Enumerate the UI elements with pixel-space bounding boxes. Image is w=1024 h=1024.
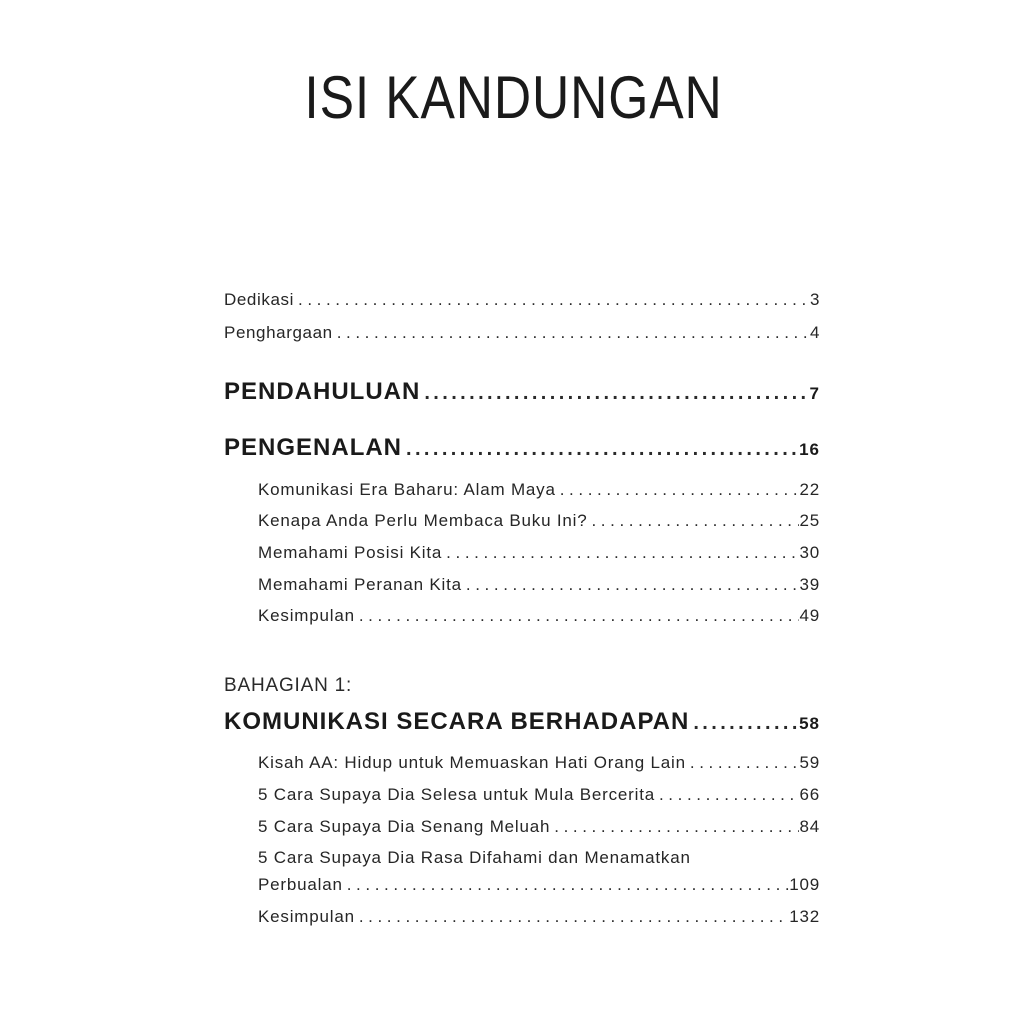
dot-leader <box>420 378 809 408</box>
toc-chapter-komunikasi[interactable] <box>224 707 820 739</box>
toc-page-number: 3 <box>809 290 820 309</box>
toc-subentry[interactable] <box>258 906 820 928</box>
dot-leader <box>462 574 800 596</box>
toc-page-number: 4 <box>809 323 820 342</box>
toc-page-number: 49 <box>799 606 820 625</box>
dot-leader <box>343 874 790 896</box>
dot-leader <box>550 816 799 838</box>
toc-subentry[interactable] <box>258 542 820 564</box>
toc-subentry[interactable] <box>258 784 820 806</box>
toc-subentry[interactable] <box>258 874 820 896</box>
toc-subentry[interactable] <box>258 816 820 838</box>
toc-subentry-label: 5 Cara Supaya Dia Selesa untuk Mula Bercerita <box>258 785 655 804</box>
toc-page-number: 132 <box>789 907 820 926</box>
toc-page-number: 84 <box>799 817 820 836</box>
dot-leader <box>689 708 799 738</box>
toc-chapter-pengenalan[interactable] <box>224 433 820 465</box>
toc-page-number: 66 <box>799 785 820 804</box>
toc-page-number: 22 <box>799 480 820 499</box>
toc-subentry-label: Kisah AA: Hidup untuk Memuaskan Hati Orang Lain <box>258 753 686 772</box>
toc-subentry-label: Kesimpulan <box>258 907 355 926</box>
part-label: BAHAGIAN 1: <box>224 675 353 696</box>
dot-leader <box>686 752 800 774</box>
dot-leader <box>556 479 800 501</box>
toc-page-number: 25 <box>799 511 820 530</box>
toc-chapter-pendahuluan[interactable] <box>224 377 820 409</box>
toc-subentry[interactable] <box>258 574 820 596</box>
toc-subentry[interactable] <box>258 479 820 501</box>
toc-subentry[interactable] <box>258 510 820 532</box>
toc-subentry-label: Memahami Posisi Kita <box>258 543 443 562</box>
toc-page-number: 58 <box>799 714 820 733</box>
toc-subentry-label-line2: Perbualan <box>258 875 343 894</box>
toc-page-number: 7 <box>809 384 820 403</box>
dot-leader <box>402 434 799 464</box>
toc-chapter-label: KOMUNIKASI SECARA BERHADAPAN <box>224 708 690 735</box>
dot-leader <box>655 784 800 806</box>
toc-subentry-label: 5 Cara Supaya Dia Senang Meluah <box>258 817 551 836</box>
page-title: ISI KANDUNGAN <box>304 64 723 131</box>
toc-subentry[interactable] <box>258 752 820 774</box>
toc-subentry-label: Kenapa Anda Perlu Membaca Buku Ini? <box>258 511 588 530</box>
toc-entry-penghargaan[interactable] <box>224 322 820 344</box>
toc-entry-label: Dedikasi <box>224 290 294 309</box>
toc-entry-dedikasi[interactable] <box>224 289 820 311</box>
toc-subentry-label-line1[interactable]: 5 Cara Supaya Dia Rasa Difahami dan Menamatkan <box>258 848 691 867</box>
toc-page-number: 109 <box>789 875 820 894</box>
toc-chapter-label: PENDAHULUAN <box>224 378 421 405</box>
toc-chapter-label: PENGENALAN <box>224 434 403 461</box>
toc-page-number: 59 <box>799 753 820 772</box>
toc-entry-label: Penghargaan <box>224 323 333 342</box>
dot-leader <box>355 906 789 928</box>
dot-leader <box>442 542 799 564</box>
dot-leader <box>333 322 810 344</box>
toc-subentry-label: Memahami Peranan Kita <box>258 575 462 594</box>
toc-subentry-label: Komunikasi Era Baharu: Alam Maya <box>258 480 556 499</box>
toc-page-number: 30 <box>799 543 820 562</box>
toc-subentry-label: Kesimpulan <box>258 606 355 625</box>
toc-subentry[interactable] <box>258 605 820 627</box>
dot-leader <box>294 289 810 311</box>
toc-page-number: 39 <box>799 575 820 594</box>
dot-leader <box>587 510 799 532</box>
toc-page-number: 16 <box>799 440 820 459</box>
dot-leader <box>355 605 800 627</box>
